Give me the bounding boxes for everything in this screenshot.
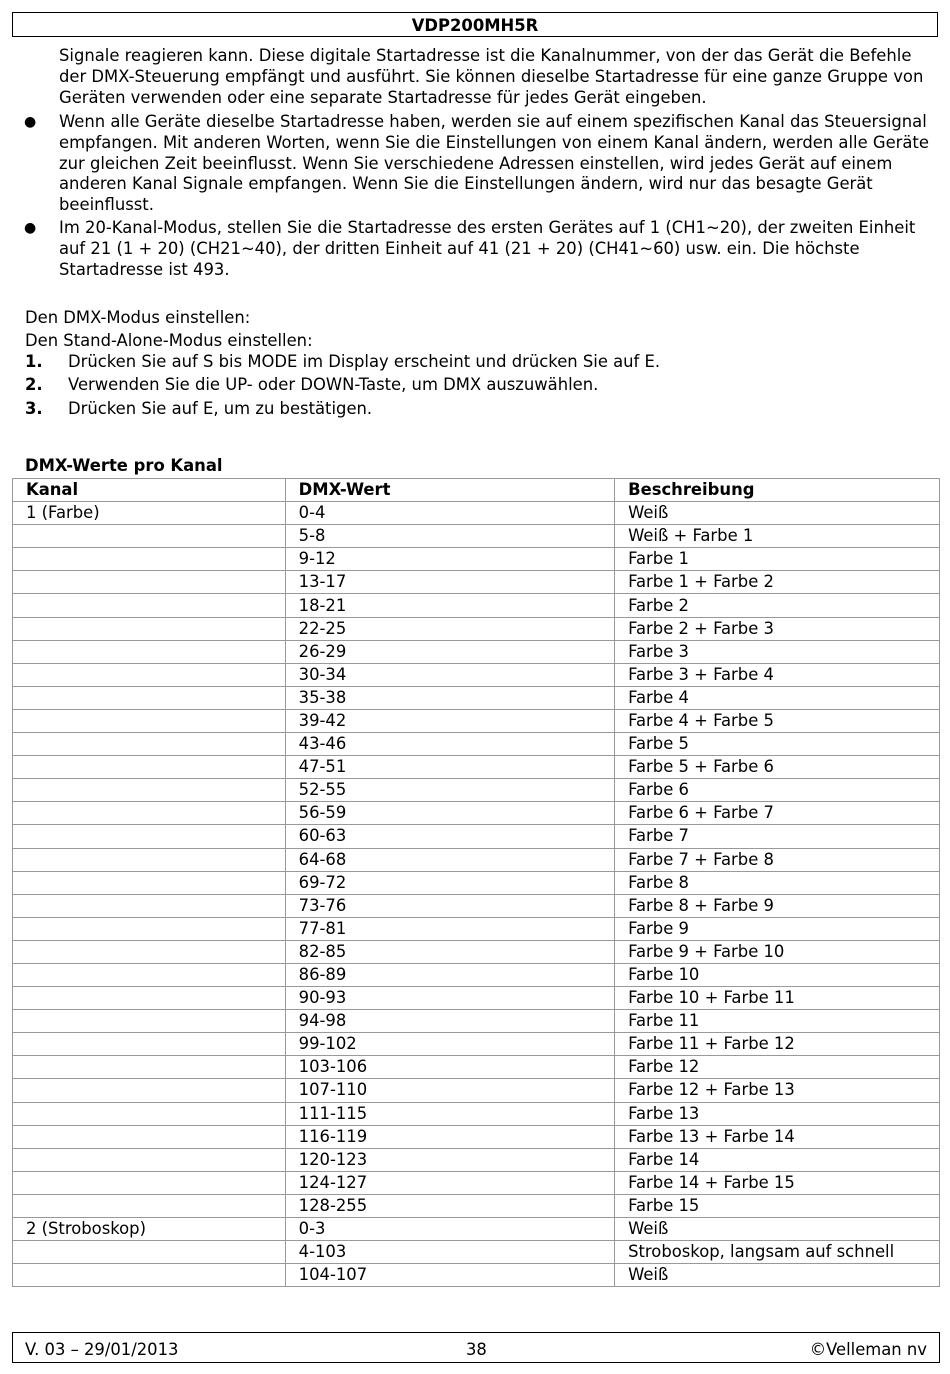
cell-beschreibung: Farbe 12 + Farbe 13 — [615, 1079, 940, 1102]
cell-dmx-wert: 5-8 — [285, 525, 614, 548]
cell-dmx-wert: 47-51 — [285, 756, 614, 779]
cell-kanal — [13, 571, 286, 594]
table-row — [13, 571, 940, 594]
bullet-text-20-channel-mode: Im 20-Kanal-Modus, stellen Sie die Startadresse des ersten Gerätes auf 1 (CH1~20), der zweiten Einheit auf 21 (1 + 20) (CH21~40), der dritten Einheit auf 41 (21 + 20) (CH41~60) usw. ein. Die höchste Startadresse ist 493. — [59, 218, 916, 279]
column-header-beschreibung: Beschreibung — [615, 479, 940, 502]
cell-kanal — [13, 640, 286, 663]
cell-beschreibung: Farbe 1 — [615, 548, 940, 571]
intro-paragraph: Signale reagieren kann. Diese digitale Startadresse ist die Kanalnummer, von der das Gerät die Befehle der DMX-Steuerung empfängt und ausführt. Sie können dieselbe Startadresse für eine ganze Gruppe von Geräten verwenden oder eine separate Startadresse für jedes Gerät eingeben. — [59, 46, 924, 107]
cell-dmx-wert: 69-72 — [285, 871, 614, 894]
cell-kanal — [13, 1125, 286, 1148]
cell-dmx-wert: 60-63 — [285, 825, 614, 848]
cell-dmx-wert: 56-59 — [285, 802, 614, 825]
cell-dmx-wert: 82-85 — [285, 940, 614, 963]
bullet-text-same-address: Wenn alle Geräte dieselbe Startadresse haben, werden sie auf einem spezifischen Kanal das Steuersignal empfangen. Mit anderen Worten, wenn Sie die Einstellungen von einem Kanal ändern, werden alle Geräte zur gleichen Zeit beeinflusst. Wenn Sie verschiedene Adressen einstellen, wird jedes Gerät auf einem anderen Kanal Signale empfangen. Wenn Sie die Einstellungen ändern, wird nur das besagte Gerät beeinflusst. — [59, 112, 929, 215]
cell-beschreibung: Farbe 5 + Farbe 6 — [615, 756, 940, 779]
cell-beschreibung: Farbe 7 — [615, 825, 940, 848]
table-row — [13, 1241, 940, 1264]
cell-dmx-wert: 90-93 — [285, 987, 614, 1010]
table-row — [13, 1079, 940, 1102]
step-number: 2. — [25, 375, 43, 394]
cell-kanal — [13, 756, 286, 779]
bullet-icon: ● — [24, 114, 37, 130]
footer-page-number: 38 — [466, 1340, 487, 1359]
table-row — [13, 1056, 940, 1079]
cell-kanal — [13, 894, 286, 917]
dmx-values-table — [12, 478, 940, 1287]
table-row — [13, 709, 940, 732]
cell-kanal — [13, 617, 286, 640]
cell-dmx-wert: 13-17 — [285, 571, 614, 594]
cell-dmx-wert: 64-68 — [285, 848, 614, 871]
table-row — [13, 640, 940, 663]
cell-kanal — [13, 1171, 286, 1194]
cell-beschreibung: Farbe 11 — [615, 1010, 940, 1033]
cell-kanal: 1 (Farbe) — [13, 502, 286, 525]
cell-beschreibung: Farbe 6 + Farbe 7 — [615, 802, 940, 825]
table-row — [13, 1148, 940, 1171]
cell-beschreibung: Farbe 4 — [615, 686, 940, 709]
cell-dmx-wert: 77-81 — [285, 917, 614, 940]
cell-dmx-wert: 35-38 — [285, 686, 614, 709]
cell-beschreibung: Weiß — [615, 502, 940, 525]
table-row — [13, 663, 940, 686]
cell-beschreibung: Farbe 9 — [615, 917, 940, 940]
cell-beschreibung: Weiß + Farbe 1 — [615, 525, 940, 548]
footer-copyright: ©Velleman nv — [809, 1340, 927, 1359]
table-row — [13, 894, 940, 917]
cell-kanal — [13, 802, 286, 825]
table-row — [13, 1010, 940, 1033]
cell-beschreibung: Farbe 14 + Farbe 15 — [615, 1171, 940, 1194]
step-text: Drücken Sie auf S bis MODE im Display erscheint und drücken Sie auf E. — [68, 352, 661, 371]
cell-kanal — [13, 1079, 286, 1102]
table-row — [13, 1125, 940, 1148]
column-header-dmx-wert: DMX-Wert — [285, 479, 614, 502]
cell-beschreibung: Farbe 12 — [615, 1056, 940, 1079]
cell-kanal — [13, 848, 286, 871]
cell-beschreibung: Farbe 9 + Farbe 10 — [615, 940, 940, 963]
table-row — [13, 1102, 940, 1125]
cell-dmx-wert: 26-29 — [285, 640, 614, 663]
cell-kanal — [13, 917, 286, 940]
cell-dmx-wert: 18-21 — [285, 594, 614, 617]
table-row — [13, 802, 940, 825]
cell-beschreibung: Farbe 2 + Farbe 3 — [615, 617, 940, 640]
cell-beschreibung: Farbe 6 — [615, 779, 940, 802]
cell-dmx-wert: 128-255 — [285, 1194, 614, 1217]
cell-kanal — [13, 987, 286, 1010]
cell-kanal — [13, 1148, 286, 1171]
cell-beschreibung: Farbe 15 — [615, 1194, 940, 1217]
cell-kanal — [13, 525, 286, 548]
cell-kanal — [13, 663, 286, 686]
cell-kanal — [13, 686, 286, 709]
cell-beschreibung: Farbe 3 — [615, 640, 940, 663]
cell-kanal — [13, 733, 286, 756]
table-row — [13, 594, 940, 617]
cell-beschreibung: Farbe 10 + Farbe 11 — [615, 987, 940, 1010]
cell-beschreibung: Farbe 2 — [615, 594, 940, 617]
cell-beschreibung: Stroboskop, langsam auf schnell — [615, 1241, 940, 1264]
cell-beschreibung: Farbe 7 + Farbe 8 — [615, 848, 940, 871]
cell-beschreibung: Farbe 1 + Farbe 2 — [615, 571, 940, 594]
cell-kanal — [13, 1264, 286, 1287]
document-title: VDP200MH5R — [411, 16, 539, 35]
cell-dmx-wert: 0-3 — [285, 1218, 614, 1241]
table-row — [13, 525, 940, 548]
cell-beschreibung: Farbe 8 + Farbe 9 — [615, 894, 940, 917]
table-row — [13, 617, 940, 640]
cell-dmx-wert: 116-119 — [285, 1125, 614, 1148]
table-row — [13, 871, 940, 894]
table-row — [13, 1194, 940, 1217]
cell-beschreibung: Farbe 5 — [615, 733, 940, 756]
cell-kanal — [13, 940, 286, 963]
step-text: Verwenden Sie die UP- oder DOWN-Taste, um DMX auszuwählen. — [68, 375, 599, 394]
table-row — [13, 1171, 940, 1194]
cell-kanal — [13, 594, 286, 617]
cell-beschreibung: Farbe 3 + Farbe 4 — [615, 663, 940, 686]
cell-dmx-wert: 120-123 — [285, 1148, 614, 1171]
table-row — [13, 940, 940, 963]
cell-dmx-wert: 4-103 — [285, 1241, 614, 1264]
table-header-row — [13, 479, 940, 502]
table-row — [13, 987, 940, 1010]
step-number: 3. — [25, 399, 43, 418]
cell-dmx-wert: 52-55 — [285, 779, 614, 802]
cell-dmx-wert: 9-12 — [285, 548, 614, 571]
table-row — [13, 917, 940, 940]
cell-kanal — [13, 1010, 286, 1033]
cell-dmx-wert: 43-46 — [285, 733, 614, 756]
cell-dmx-wert: 73-76 — [285, 894, 614, 917]
cell-kanal — [13, 779, 286, 802]
cell-kanal: 2 (Stroboskop) — [13, 1218, 286, 1241]
table-row — [13, 963, 940, 986]
cell-dmx-wert: 0-4 — [285, 502, 614, 525]
cell-dmx-wert: 124-127 — [285, 1171, 614, 1194]
cell-kanal — [13, 1033, 286, 1056]
footer-version: V. 03 – 29/01/2013 — [25, 1340, 179, 1359]
standalone-mode-heading: Den Stand-Alone-Modus einstellen: — [25, 331, 313, 350]
dmx-mode-heading: Den DMX-Modus einstellen: — [25, 308, 251, 327]
cell-dmx-wert: 99-102 — [285, 1033, 614, 1056]
cell-kanal — [13, 709, 286, 732]
table-row — [13, 825, 940, 848]
cell-dmx-wert: 30-34 — [285, 663, 614, 686]
table-row — [13, 502, 940, 525]
cell-beschreibung: Weiß — [615, 1218, 940, 1241]
table-row — [13, 848, 940, 871]
table-row — [13, 779, 940, 802]
step-text: Drücken Sie auf E, um zu bestätigen. — [68, 399, 373, 418]
page-footer — [12, 1332, 940, 1363]
cell-kanal — [13, 1241, 286, 1264]
cell-dmx-wert: 94-98 — [285, 1010, 614, 1033]
cell-kanal — [13, 548, 286, 571]
cell-kanal — [13, 1102, 286, 1125]
cell-beschreibung: Farbe 10 — [615, 963, 940, 986]
cell-dmx-wert: 22-25 — [285, 617, 614, 640]
cell-kanal — [13, 963, 286, 986]
cell-dmx-wert: 111-115 — [285, 1102, 614, 1125]
cell-dmx-wert: 103-106 — [285, 1056, 614, 1079]
cell-beschreibung: Farbe 11 + Farbe 12 — [615, 1033, 940, 1056]
cell-kanal — [13, 825, 286, 848]
step-number: 1. — [25, 352, 43, 371]
bullet-icon: ● — [24, 220, 37, 236]
cell-kanal — [13, 1056, 286, 1079]
cell-beschreibung: Farbe 13 — [615, 1102, 940, 1125]
cell-beschreibung: Farbe 4 + Farbe 5 — [615, 709, 940, 732]
cell-kanal — [13, 1194, 286, 1217]
page-header — [12, 12, 938, 37]
table-row — [13, 1033, 940, 1056]
cell-beschreibung: Farbe 8 — [615, 871, 940, 894]
table-body — [13, 502, 940, 1287]
table-row — [13, 1264, 940, 1287]
cell-dmx-wert: 86-89 — [285, 963, 614, 986]
table-row — [13, 686, 940, 709]
cell-beschreibung: Farbe 14 — [615, 1148, 940, 1171]
cell-dmx-wert: 107-110 — [285, 1079, 614, 1102]
table-row — [13, 756, 940, 779]
table-row — [13, 733, 940, 756]
cell-kanal — [13, 871, 286, 894]
column-header-kanal: Kanal — [13, 479, 286, 502]
table-caption: DMX-Werte pro Kanal — [25, 456, 223, 475]
table-row — [13, 1218, 940, 1241]
cell-beschreibung: Weiß — [615, 1264, 940, 1287]
cell-dmx-wert: 39-42 — [285, 709, 614, 732]
cell-beschreibung: Farbe 13 + Farbe 14 — [615, 1125, 940, 1148]
table-row — [13, 548, 940, 571]
cell-dmx-wert: 104-107 — [285, 1264, 614, 1287]
